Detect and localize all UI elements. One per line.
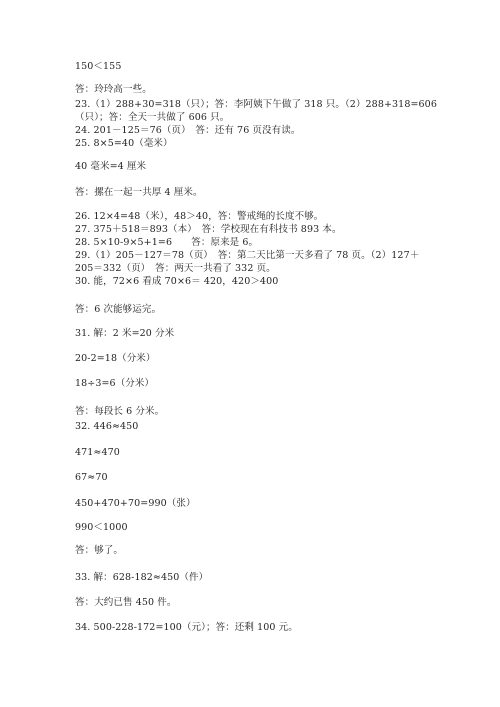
answer-line: 答：够了。 — [75, 545, 124, 556]
answer-line: 450+470+70=990（张） — [75, 498, 196, 509]
answer-line: 答：大约已售 450 件。 — [75, 597, 177, 608]
answer-line: （只）；答：全天一共做了 606 只。 — [75, 112, 230, 123]
answer-line: 34. 500-228-172=100（元）；答：还剩 100 元。 — [75, 622, 298, 633]
answer-line: 990＜1000 — [75, 522, 128, 533]
answer-line: 答：每段长 6 分米。 — [75, 406, 165, 417]
answer-line: 答：6 次能够运完。 — [75, 304, 162, 315]
answer-line: 32. 446≈450 — [75, 421, 139, 432]
answer-line: 27. 375＋518＝893（本） 答：学校现在有科技书 893 本。 — [75, 224, 342, 235]
answer-line: 23.（1）288+30=318（只）；答：李阿姨下午做了 318 只。（2）288+318=606 — [75, 99, 437, 110]
answer-line: 205＝332（页） 答：两天一共看了 332 页。 — [75, 263, 276, 274]
answer-line: 33. 解：628-182≈450（件） — [75, 572, 209, 583]
answer-line: 40 毫米=4 厘米 — [75, 161, 147, 172]
answer-line: 26. 12×4=48（米），48＞40，答：警戒绳的长度不够。 — [75, 211, 324, 222]
answer-line: 答：玲玲高一些。 — [75, 84, 152, 95]
answer-line: 30. 能，72×6 看成 70×6＝ 420，420＞400 — [75, 276, 279, 287]
answer-line: 25. 8×5=40（毫米） — [75, 138, 173, 149]
answer-line: 31. 解：2 米=20 分米 — [75, 328, 175, 339]
answer-line: 20-2=18（分米） — [75, 353, 156, 364]
answer-line: 18÷3=6（分米） — [75, 378, 155, 389]
answer-line: 471≈470 — [75, 447, 120, 458]
answer-line: 150＜155 — [75, 61, 122, 72]
answer-line: 答：摞在一起一共厚 4 厘米。 — [75, 187, 203, 198]
answer-line: 29.（1）205－127＝78（页） 答：第二天比第一天多看了 78 页。（2）127＋ — [75, 250, 420, 261]
answer-line: 67≈70 — [75, 472, 108, 483]
answer-line: 28. 5×10-9×5+1=6 答：原来是 6。 — [75, 237, 259, 248]
answer-line: 24. 201－125＝76（页） 答：还有 76 页没有读。 — [75, 125, 301, 136]
